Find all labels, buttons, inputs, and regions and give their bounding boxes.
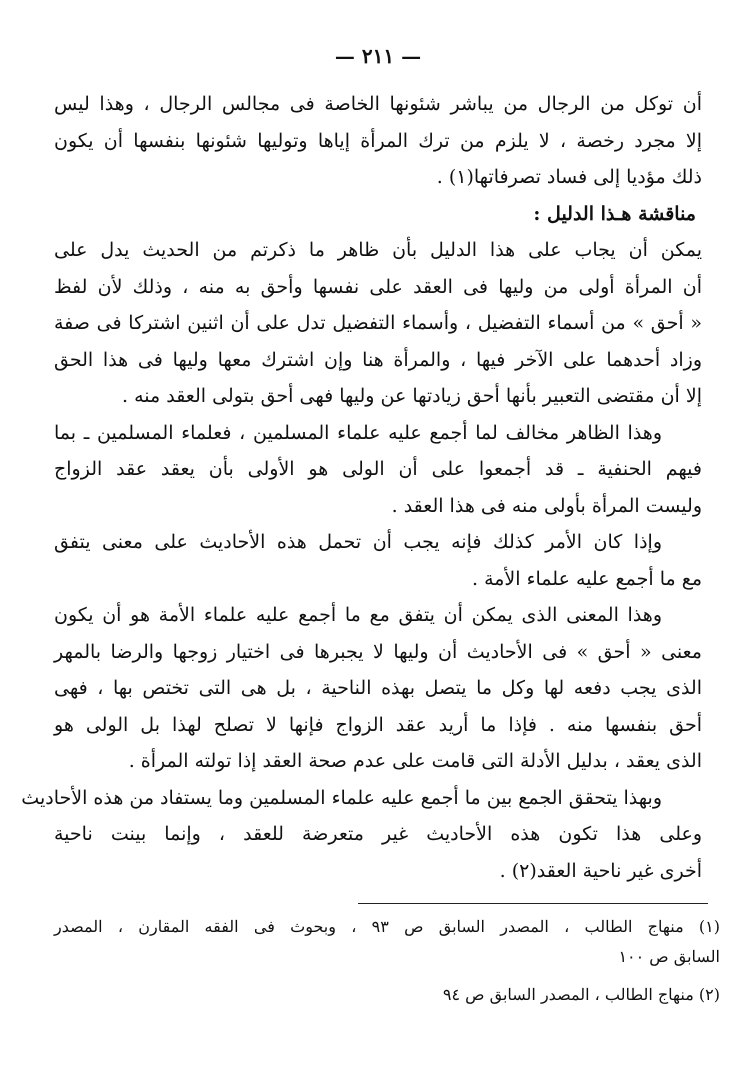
section-heading: مناقشة هـذا الدليل : bbox=[533, 202, 696, 225]
text-line: إلا أن مقتضى التعبير بأنها أحق زيادتها عن وليها فهى أحق بتولى العقد منه . bbox=[122, 385, 702, 407]
paragraph bbox=[21, 780, 702, 890]
paragraph bbox=[54, 86, 702, 196]
text-line: وبهذا يتحقق الجمع بين ما أجمع عليه علماء المسلمين وما يستفاد من هذه الأحاديث bbox=[21, 786, 662, 809]
section-heading-block bbox=[54, 196, 702, 233]
text-line: الذى يعقد ، بدليل الأدلة التى قامت على عدم صحة العقد إذا تولته المرأة . bbox=[128, 750, 702, 772]
footnote-line: السابق ص ١٠٠ bbox=[618, 947, 720, 966]
footnote bbox=[54, 980, 720, 1010]
text-line: أن توكل من الرجال من يباشر شئونها الخاصة فى مجالس الرجال ، وهذا ليس bbox=[54, 93, 702, 115]
page-number: — ٢١١ — bbox=[334, 44, 422, 68]
text-line: ذلك مؤديا إلى فساد تصرفاتها(١) . bbox=[436, 166, 702, 188]
text-line: أحق بنفسها منه . فإذا ما أريد عقد الزواج فإنها لا تصلح لهذا بل الولى هو bbox=[54, 713, 702, 736]
text-line: أن المرأة أولى من وليها فى العقد على نفسها وأحق به منه ، وذلك لأن لفظ bbox=[54, 275, 702, 298]
text-line: وزاد أحدهما على الآخر فيها ، والمرأة هنا وإن اشترك معها وليها فى هذا الحق bbox=[54, 348, 702, 371]
paragraph bbox=[54, 524, 702, 597]
text-line: وهذا الظاهر مخالف لما أجمع عليه علماء المسلمين ، فعلماء المسلمين ـ بما bbox=[54, 421, 662, 444]
footnote-divider bbox=[358, 903, 708, 904]
text-line: وإذا كان الأمر كذلك فإنه يجب أن تحمل هذه الأحاديث على معنى يتفق bbox=[54, 531, 662, 553]
footnotes bbox=[54, 912, 720, 1010]
text-line: إلا مجرد رخصة ، لا يلزم من ترك المرأة إياها وتوليها شئونها بنفسها أن يكون bbox=[54, 129, 703, 152]
text-line: أخرى غير ناحية العقد(٢) . bbox=[499, 859, 702, 882]
footnote bbox=[54, 912, 720, 972]
text-line: فيهم الحنفية ـ قد أجمعوا على أن الولى هو الأولى بأن يعقد عقد الزواج bbox=[54, 458, 702, 480]
footnote-line: (١) منهاج الطالب ، المصدر السابق ص ٩٣ ، وبحوث فى الفقه المقارن ، المصدر bbox=[54, 917, 721, 936]
text-line: « أحق » من أسماء التفضيل ، وأسماء التفضيل تدل على أن اثنين اشتركا فى صفة bbox=[54, 312, 702, 334]
text-line: مع ما أجمع عليه علماء الأمة . bbox=[471, 567, 702, 590]
text-line: وهذا المعنى الذى يمكن أن يتفق مع ما أجمع عليه علماء الأمة هو أن يكون bbox=[54, 604, 662, 626]
text-line: يمكن أن يجاب على هذا الدليل بأن ظاهر ما ذكرتم من الحديث يدل على bbox=[54, 239, 702, 261]
text-line: وليست المرأة بأولى منه فى هذا العقد . bbox=[391, 494, 702, 517]
paragraph bbox=[54, 597, 702, 780]
footnote-gap bbox=[54, 972, 720, 980]
text-line: معنى « أحق » فى الأحاديث أن وليها لا يجبرها فى اختيار زوجها والرضا بالمهر bbox=[54, 640, 702, 663]
text-line: الذى يجب دفعه لها وكل ما يتصل بهذه الناحية ، بل هى التى تختص بها ، فهى bbox=[54, 677, 702, 699]
footnote-line: (٢) منهاج الطالب ، المصدر السابق ص ٩٤ bbox=[442, 985, 720, 1004]
text-line: وعلى هذا تكون هذه الأحاديث غير متعرضة للعقد ، وإنما بينت ناحية bbox=[54, 823, 702, 845]
body-text bbox=[21, 86, 703, 889]
paragraph bbox=[54, 415, 702, 525]
paragraph bbox=[54, 232, 702, 415]
